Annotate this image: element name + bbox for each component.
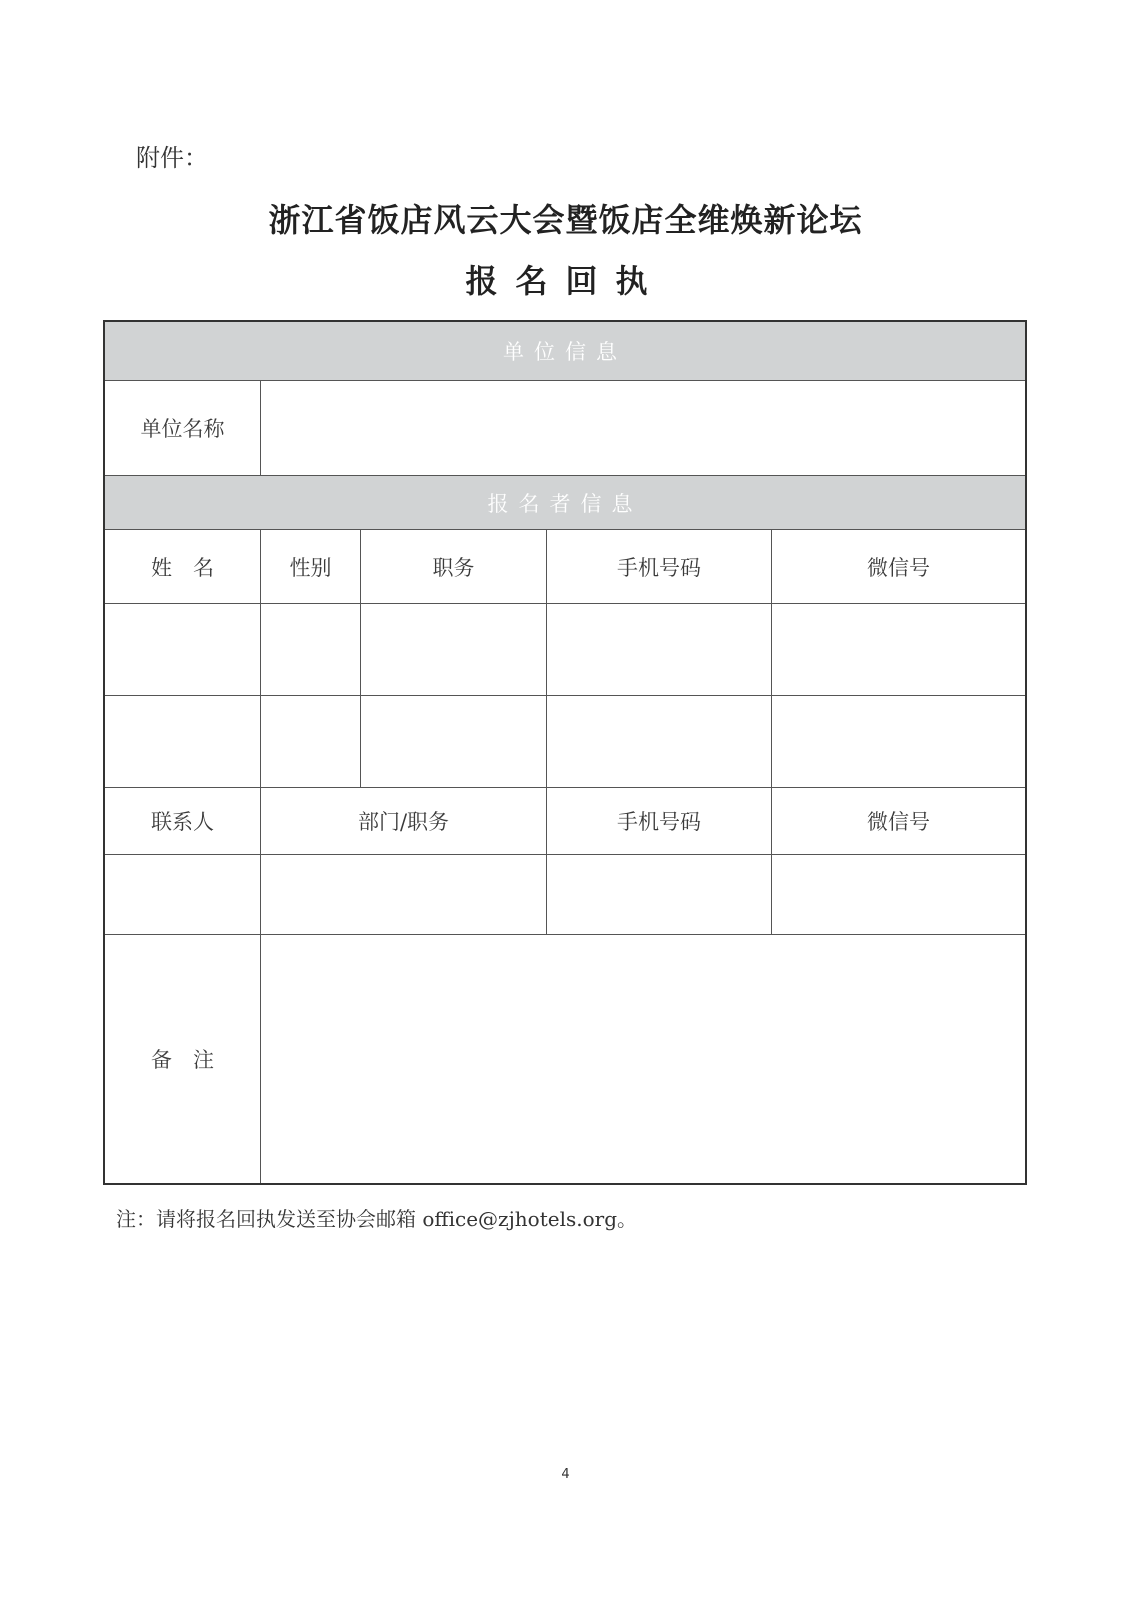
column-header-wechat: 微信号 [867, 555, 930, 580]
divider [771, 530, 772, 787]
divider [771, 788, 772, 934]
divider [546, 788, 547, 934]
contact-name-field[interactable] [105, 855, 260, 934]
registrant-1-wechat-field[interactable] [772, 604, 1025, 695]
column-header-position: 职务 [432, 555, 475, 580]
registrant-1-position-field[interactable] [361, 604, 546, 695]
column-header-gender: 性别 [289, 555, 332, 580]
contact-dept-position-field[interactable] [261, 855, 546, 934]
column-header-name: 姓 名 [151, 555, 214, 580]
column-header-contact-mobile: 手机号码 [617, 810, 701, 834]
page-number: 4 [561, 1467, 570, 1482]
divider [260, 788, 261, 934]
column-header-contact-wechat: 微信号 [867, 810, 930, 834]
section-header-registrant-info: 报名者信息 [105, 476, 1025, 529]
registrant-2-position-field[interactable] [361, 696, 546, 787]
registrant-2-gender-field[interactable] [261, 696, 360, 787]
column-header-mobile: 手机号码 [617, 555, 701, 580]
registrant-2-name-field[interactable] [105, 696, 260, 787]
document-subtitle: 报名回执 [465, 262, 666, 300]
section-header-unit-info: 单位信息 [105, 322, 1025, 380]
registration-form [103, 320, 1027, 1185]
document-title: 浙江省饭店风云大会暨饭店全维焕新论坛 [268, 201, 863, 239]
registrant-1-mobile-field[interactable] [547, 604, 771, 695]
registrant-2-wechat-field[interactable] [772, 696, 1025, 787]
divider [260, 530, 261, 787]
remarks-field[interactable] [261, 935, 1025, 1183]
registrant-1-name-field[interactable] [105, 604, 260, 695]
attachment-label: 附件： [136, 144, 208, 172]
column-header-dept-position: 部门/职务 [357, 810, 450, 834]
label-unit-name: 单位名称 [140, 417, 225, 441]
divider [546, 530, 547, 787]
contact-mobile-field[interactable] [547, 855, 771, 934]
label-remarks: 备 注 [151, 1048, 214, 1072]
registrant-1-gender-field[interactable] [261, 604, 360, 695]
label-contact-person: 联系人 [151, 810, 214, 834]
unit-name-field[interactable] [261, 381, 1025, 475]
contact-wechat-field[interactable] [772, 855, 1025, 934]
footnote: 注：请将报名回执发送至协会邮箱 office@zjhotels.org。 [116, 1207, 637, 1231]
divider [360, 530, 361, 787]
registrant-2-mobile-field[interactable] [547, 696, 771, 787]
